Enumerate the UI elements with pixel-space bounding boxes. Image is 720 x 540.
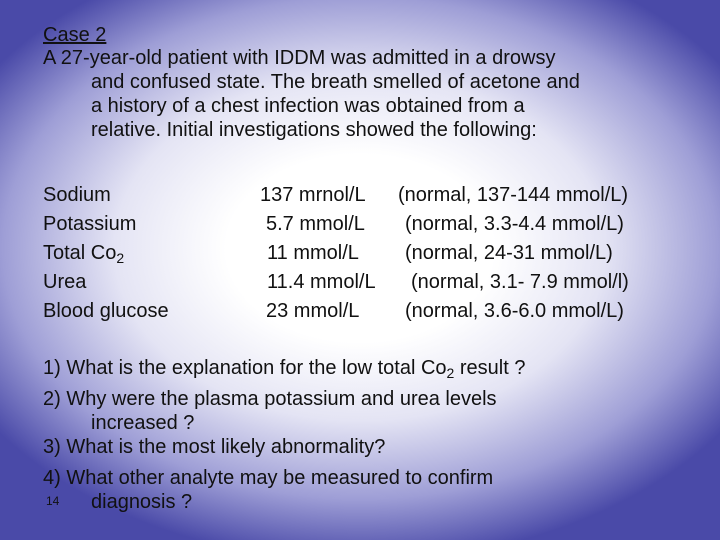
intro-line: a history of a chest infection was obtained from a [91,95,525,117]
question-item: 3) What is the most likely abnormality? [43,436,386,458]
slide-number: 14 [46,494,60,508]
lab-normal-range: (normal, 137-144 mmol/L) [398,184,629,206]
question-item: 1) What is the explanation for the low total $Co_2$ result ? [43,357,526,381]
lab-name: Sodium [43,184,111,206]
question-item: 4) What other analyte may be measured to confirm diagnosis ? [43,467,494,513]
question-item: 2) Why were the plasma potassium and urea levels increased ? [43,388,497,434]
lab-name: Potassium [43,213,137,235]
case-description [43,46,693,142]
lab-value: 5.7 mmol/L [266,213,365,235]
case-title: Case 2 [43,24,107,46]
lab-value: 23 mmol/L [266,300,360,322]
lab-normal-range: (normal, 24-31 mmol/L) [405,242,613,264]
lab-normal-range: (normal, 3.1- 7.9 mmol/l) [411,271,629,293]
intro-line: A 27-year-old patient with IDDM was admitted in a drowsy [43,47,556,69]
intro-line: and confused state. The breath smelled of acetone and [91,71,580,93]
lab-value: 137 mrnol/L [260,184,366,206]
lab-name: Blood glucose [43,300,169,322]
lab-value: 11.4 mmol/L [267,271,376,293]
lab-name: Total $Co_2$ [43,242,125,266]
intro-line: relative. Initial investigations showed the following: [91,119,537,141]
lab-normal-range: (normal, 3.6-6.0 mmol/L) [405,300,624,322]
lab-normal-range: (normal, 3.3-4.4 mmol/L) [405,213,624,235]
lab-name: Urea [43,271,87,293]
lab-value: 11 mmol/L [267,242,359,264]
